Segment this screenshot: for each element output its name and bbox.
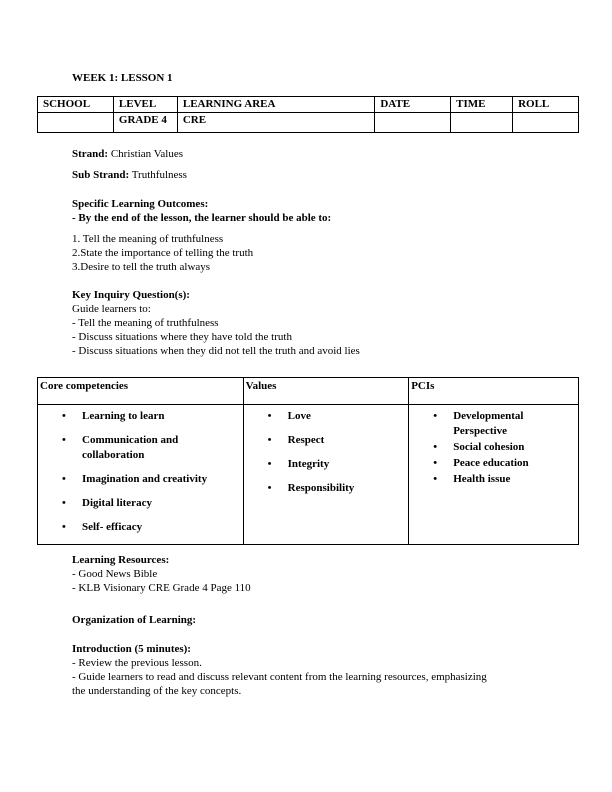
competency-header-row: [38, 378, 579, 405]
strand-value: Christian Values: [108, 148, 184, 160]
info-value-row: [38, 113, 579, 133]
resources-section: [72, 553, 552, 595]
introduction-heading: Introduction (5 minutes):: [72, 643, 191, 655]
header-values: Values: [243, 378, 409, 405]
list-item: • Respect: [267, 434, 325, 446]
header-level: LEVEL: [113, 97, 177, 113]
value-learning-area: CRE: [177, 113, 374, 133]
introduction-item: the understanding of the key concepts.: [72, 685, 242, 697]
organization-section: [72, 613, 552, 627]
value-date: [375, 113, 451, 133]
value-school: [38, 113, 114, 133]
inquiry-item: - Tell the meaning of truthfulness: [72, 317, 219, 329]
list-item: • Self- efficacy: [62, 521, 143, 533]
core-competencies-cell: [38, 405, 244, 545]
header-roll: ROLL: [513, 97, 579, 113]
inquiry-intro: Guide learners to:: [72, 303, 151, 315]
resource-item: - KLB Visionary CRE Grade 4 Page 110: [72, 582, 251, 594]
sub-strand-line: [72, 168, 552, 182]
list-item: • Communication and collaboration: [62, 434, 179, 461]
list-item: • Peace education: [433, 457, 529, 469]
header-time: TIME: [451, 97, 513, 113]
list-item: • Integrity: [267, 458, 330, 470]
header-date: DATE: [375, 97, 451, 113]
list-item: • Social cohesion: [433, 441, 525, 453]
outcome-item: 3.Desire to tell the truth always: [72, 261, 211, 273]
pcis-cell: [409, 405, 579, 545]
resource-item: - Good News Bible: [72, 568, 158, 580]
inquiry-item: - Discuss situations where they have told the truth: [72, 331, 292, 343]
info-header-row: [38, 97, 579, 113]
value-level: GRADE 4: [113, 113, 177, 133]
header-school: SCHOOL: [38, 97, 114, 113]
outcome-item: 1. Tell the meaning of truthfulness: [72, 233, 224, 245]
lesson-info-table: [37, 96, 579, 133]
resources-heading: Learning Resources:: [72, 554, 170, 566]
list-item: • Digital literacy: [62, 497, 152, 509]
sub-strand-label: Sub Strand:: [72, 169, 130, 181]
list-item: • Responsibility: [267, 482, 355, 494]
list-item: • Imagination and creativity: [62, 473, 208, 485]
competency-body-row: [38, 405, 579, 545]
value-time: [451, 113, 513, 133]
inquiry-item: - Discuss situations when they did not tell the truth and avoid lies: [72, 345, 360, 357]
strand-line: [72, 147, 552, 161]
sub-strand-value: Truthfulness: [129, 169, 187, 181]
competency-table: [37, 377, 579, 545]
header-pcis: PCIs: [409, 378, 579, 405]
organization-heading: Organization of Learning:: [72, 614, 197, 626]
inquiry-section: [72, 288, 552, 358]
week-lesson-title: WEEK 1: LESSON 1: [72, 72, 173, 84]
introduction-item: - Guide learners to read and discuss relevant content from the learning resources, emphasizing: [72, 671, 487, 683]
list-item: • Developmental Perspective: [433, 410, 524, 437]
outcomes-section: [72, 197, 552, 274]
outcomes-subheading: - By the end of the lesson, the learner should be able to:: [72, 212, 332, 224]
header-learning-area: LEARNING AREA: [177, 97, 374, 113]
introduction-item: - Review the previous lesson.: [72, 657, 202, 669]
outcomes-heading: Specific Learning Outcomes:: [72, 198, 209, 210]
list-item: • Health issue: [433, 473, 511, 485]
introduction-section: [72, 642, 552, 698]
inquiry-heading: Key Inquiry Question(s):: [72, 289, 190, 301]
header-core-competencies: Core competencies: [38, 378, 244, 405]
values-cell: [243, 405, 409, 545]
outcome-item: 2.State the importance of telling the truth: [72, 247, 254, 259]
strand-label: Strand:: [72, 148, 109, 160]
list-item: • Learning to learn: [62, 410, 165, 422]
list-item: • Love: [267, 410, 311, 422]
value-roll: [513, 113, 579, 133]
